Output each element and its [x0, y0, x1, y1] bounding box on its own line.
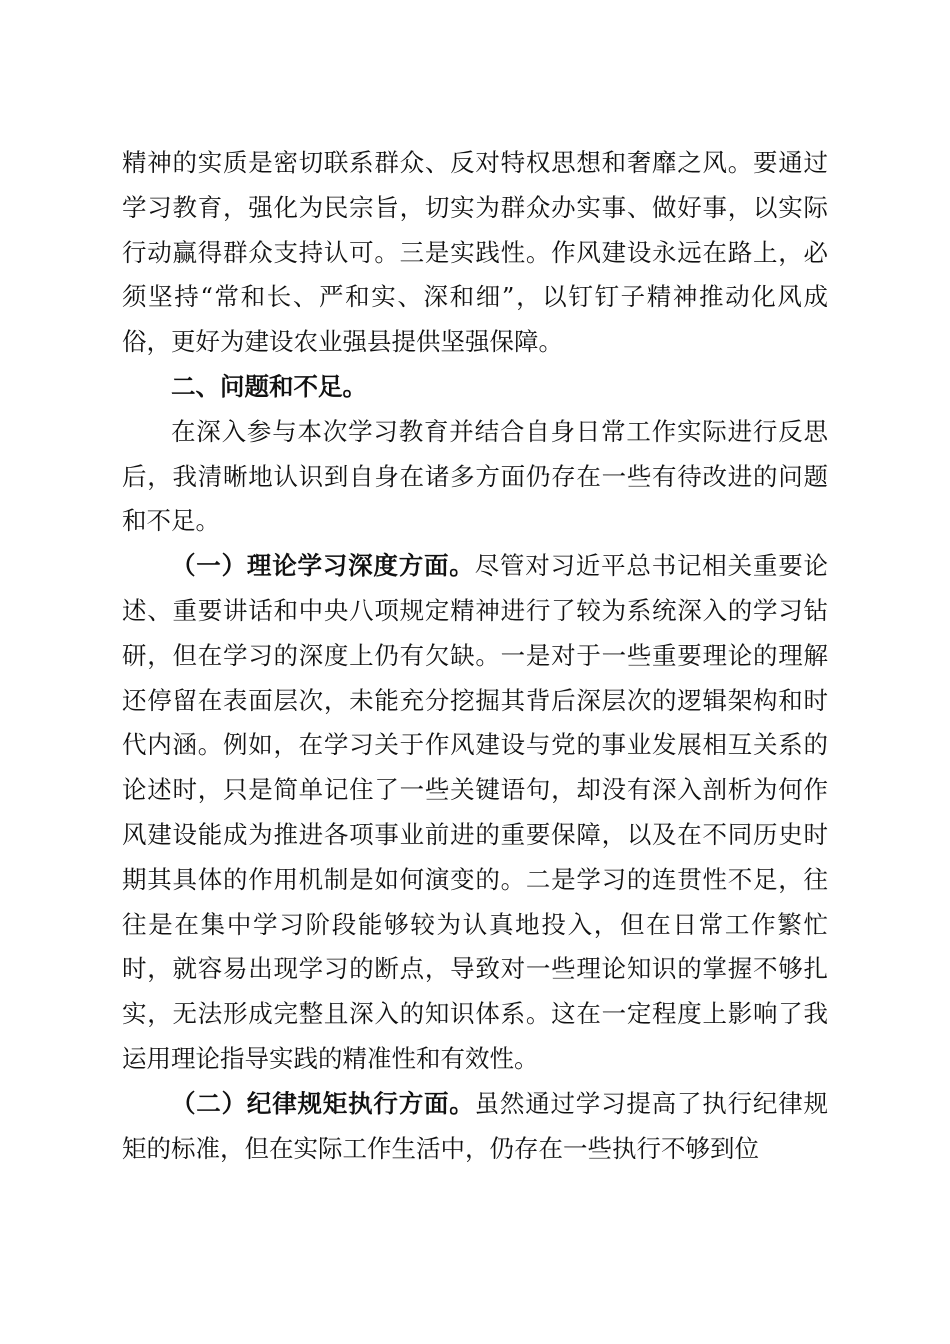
paragraph-theory-study	[122, 544, 828, 1082]
paragraph-continuation: 精神的实质是密切联系群众、反对特权思想和奢靡之风。要通过学习教育，强化为民宗旨，切实为群众办实事、做好事，以实际行动赢得群众支持认可。三是实践性。作风建设永远在路上，必须坚持“常和长、严和实、深和细”，以钉钉子精神推动化风成俗，更好为建设农业强县提供坚强保障。	[122, 148, 828, 357]
paragraph-theory-study-text: 尽管对习近平总书记相关重要论述、重要讲话和中央八项规定精神进行了较为系统深入的学习钻研，但在学习的深度上仍有欠缺。一是对于一些重要理论的理解还停留在表面层次，未能充分挖掘其背后深层次的逻辑架构和时代内涵。例如，在学习关于作风建设与党的事业发展相互关系的论述时，只是简单记住了一些关键语句，却没有深入剖析为何作风建设能成为推进各项事业前进的重要保障，以及在不同历史时期其具体的作用机制是如何演变的。二是学习的连贯性不足，往往是在集中学习阶段能够较为认真地投入，但在日常工作繁忙时，就容易出现学习的断点，导致对一些理论知识的掌握不够扎实，无法形成完整且深入的知识体系。这在一定程度上影响了我运用理论指导实践的精准性和有效性。	[122, 551, 829, 1073]
paragraph-discipline	[122, 1082, 828, 1172]
paragraph-discipline-text: 虽然通过学习提高了执行纪律规矩的标准，但在实际工作生活中，仍存在一些执行不够到位	[122, 1088, 829, 1163]
document-body	[122, 141, 828, 1171]
paragraph-intro: 在深入参与本次学习教育并结合自身日常工作实际进行反思后，我清晰地认识到自身在诸多方面仍存在一些有待改进的问题和不足。	[122, 416, 828, 536]
subheading-theory-study: （一）理论学习深度方面。	[171, 551, 475, 581]
subheading-discipline: （二）纪律规矩执行方面。	[171, 1088, 475, 1118]
section-heading-problems: 二、问题和不足。	[171, 371, 367, 401]
